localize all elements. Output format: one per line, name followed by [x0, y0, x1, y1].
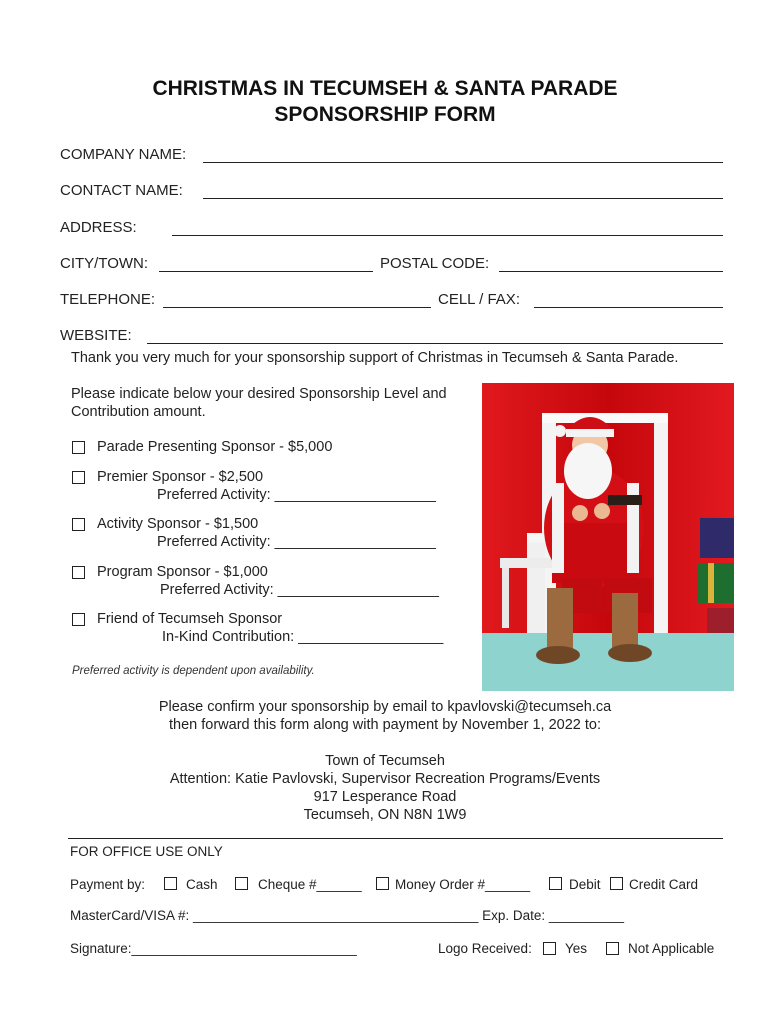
option-label-friend: Friend of Tecumseh Sponsor	[97, 611, 283, 627]
logo-na-checkbox[interactable]	[606, 942, 619, 955]
thanks-text: Thank you very much for your sponsorship support of Christmas in Tecumseh & Santa Parade.	[71, 350, 679, 366]
option-checkbox-program[interactable]	[72, 566, 85, 579]
option-label-activity: Activity Sponsor - $1,500	[97, 516, 259, 532]
signature-line: Signature:______________________________	[70, 941, 357, 956]
postal-code-field[interactable]	[499, 271, 723, 272]
city-field[interactable]	[159, 271, 373, 272]
option-label-premier: Premier Sponsor - $2,500	[97, 469, 264, 485]
address-line1: Town of Tecumseh	[325, 753, 445, 769]
logo-received-label: Logo Received:	[438, 941, 532, 956]
cell-fax-field[interactable]	[534, 307, 723, 308]
company-name-label: COMPANY NAME:	[60, 146, 187, 163]
instruction-line1: Please indicate below your desired Sponsorship Level and	[71, 386, 447, 402]
payment-by-label: Payment by:	[70, 877, 146, 892]
form-title-line1: CHRISTMAS IN TECUMSEH & SANTA PARADE	[152, 77, 618, 100]
debit-checkbox[interactable]	[549, 877, 562, 890]
option-label-presenting: Parade Presenting Sponsor - $5,000	[97, 439, 333, 455]
cash-label: Cash	[186, 877, 218, 892]
city-label: CITY/TOWN:	[60, 255, 149, 272]
logo-yes-checkbox[interactable]	[543, 942, 556, 955]
address-label: ADDRESS:	[60, 219, 137, 236]
instruction-line2: Contribution amount.	[71, 404, 206, 420]
option-checkbox-presenting[interactable]	[72, 441, 85, 454]
company-name-field[interactable]	[203, 162, 723, 163]
option-sub-program: Preferred Activity: ____________________	[160, 582, 439, 598]
santa-photo	[482, 383, 734, 691]
contact-name-label: CONTACT NAME:	[60, 182, 183, 199]
logo-na-label: Not Applicable	[628, 941, 715, 956]
address-line2: Attention: Katie Pavlovski, Supervisor Recreation Programs/Events	[169, 771, 601, 787]
option-checkbox-activity[interactable]	[72, 518, 85, 531]
option-checkbox-friend[interactable]	[72, 613, 85, 626]
website-label: WEBSITE:	[60, 327, 132, 344]
cell-fax-label: CELL / FAX:	[438, 291, 520, 308]
credit-card-label: Credit Card	[629, 877, 699, 892]
form-title-line2: SPONSORSHIP FORM	[274, 103, 496, 126]
office-header: FOR OFFICE USE ONLY	[70, 844, 223, 859]
credit-card-checkbox[interactable]	[610, 877, 623, 890]
office-divider	[68, 838, 723, 839]
debit-label: Debit	[569, 877, 601, 892]
postal-code-label: POSTAL CODE:	[380, 255, 490, 272]
address-line4: Tecumseh, ON N8N 1W9	[303, 807, 467, 823]
cheque-label: Cheque #______	[258, 877, 362, 892]
cash-checkbox[interactable]	[164, 877, 177, 890]
option-label-program: Program Sponsor - $1,000	[97, 564, 268, 580]
cheque-checkbox[interactable]	[235, 877, 248, 890]
money-order-checkbox[interactable]	[376, 877, 389, 890]
website-field[interactable]	[147, 343, 723, 344]
contact-name-field[interactable]	[203, 198, 723, 199]
availability-note: Preferred activity is dependent upon availability.	[72, 665, 315, 677]
address-line3: 917 Lesperance Road	[313, 789, 457, 805]
money-order-label: Money Order #______	[395, 877, 531, 892]
option-sub-friend: In-Kind Contribution: __________________	[162, 629, 444, 645]
telephone-label: TELEPHONE:	[60, 291, 156, 308]
logo-yes-label: Yes	[565, 941, 588, 956]
card-number-line: MasterCard/VISA #: ______________________________________ Exp. Date: __________	[70, 908, 624, 923]
confirm-line1: Please confirm your sponsorship by email to kpavlovski@tecumseh.ca	[158, 699, 612, 715]
option-checkbox-premier[interactable]	[72, 471, 85, 484]
option-sub-premier: Preferred Activity: ____________________	[157, 487, 436, 503]
confirm-line2: then forward this form along with payment by November 1, 2022 to:	[169, 717, 601, 733]
option-sub-activity: Preferred Activity: ____________________	[157, 534, 436, 550]
address-field[interactable]	[172, 235, 723, 236]
telephone-field[interactable]	[163, 307, 431, 308]
